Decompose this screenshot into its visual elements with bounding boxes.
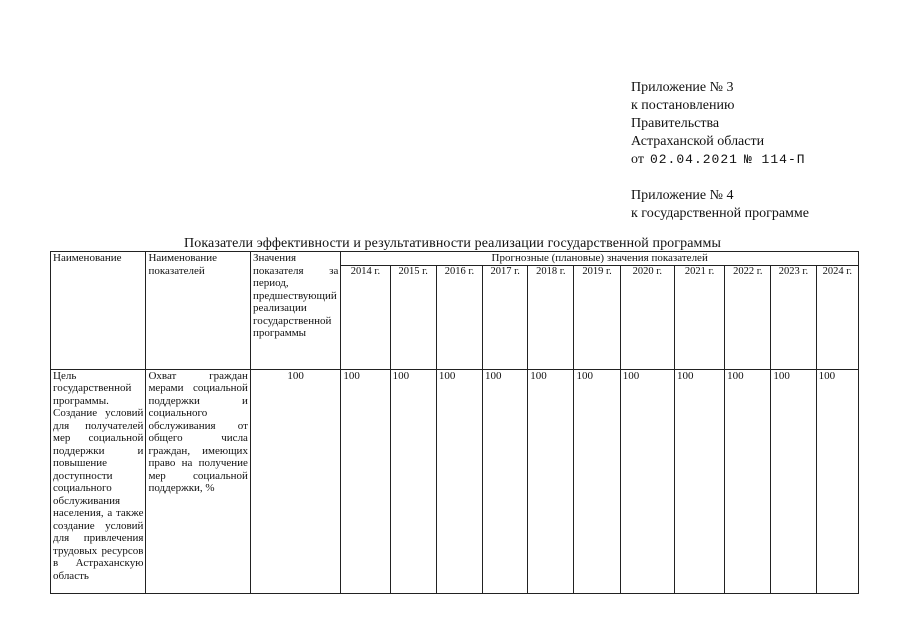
year-header: 2024 г.: [816, 265, 858, 369]
value-cell: 100: [574, 369, 620, 593]
year-header: 2022 г.: [725, 265, 771, 369]
program-appendix-ref: к государственной программе: [631, 206, 809, 221]
page-title: Показатели эффективности и результативности реализации государственной программы: [184, 236, 721, 251]
indicators-table: [50, 251, 859, 594]
value-cell: 100: [771, 369, 816, 593]
year-header: 2018 г.: [528, 265, 574, 369]
date-prefix: от: [631, 152, 644, 167]
year-header: 2015 г.: [390, 265, 436, 369]
value-cell: 100: [436, 369, 482, 593]
year-header: 2021 г.: [674, 265, 724, 369]
resolution-date: 02.04.2021: [649, 152, 738, 167]
year-header: 2016 г.: [436, 265, 482, 369]
value-cell: 100: [483, 369, 528, 593]
prev-value-cell: 100: [250, 369, 340, 593]
program-appendix-number: Приложение № 4: [631, 188, 734, 203]
value-cell: 100: [674, 369, 724, 593]
year-header: 2020 г.: [620, 265, 674, 369]
year-header: 2019 г.: [574, 265, 620, 369]
header-forecast: Прогнозные (плановые) значения показателей: [341, 252, 859, 266]
resolution-date-line: [631, 151, 809, 169]
value-cell: 100: [341, 369, 390, 593]
table-header-row: [51, 252, 859, 266]
value-cell: 100: [816, 369, 858, 593]
year-header: 2023 г.: [771, 265, 816, 369]
indicator-cell: Охват граждан мерами социальной поддержки и социального обслуживания от общего числа граждан, имеющих право на получение мер социальной поддержки, %: [146, 369, 251, 593]
value-cell: 100: [390, 369, 436, 593]
header-name: Наименование: [51, 252, 146, 370]
appendix-header: [631, 79, 809, 223]
resolution-number: № 114-П: [743, 152, 806, 167]
value-cell: 100: [620, 369, 674, 593]
appendix-ref-resolution: к постановлению: [631, 98, 735, 113]
header-indicator: Наименование показателей: [146, 252, 251, 370]
goal-cell: Цель государственной программы. Создание условий для получателей мер социальной поддержки и повышение доступности социального обслуживания населения, а также создание условий для привлечения трудовых ресурсов в Астраханскую область: [51, 369, 146, 593]
year-header: 2014 г.: [341, 265, 390, 369]
header-prev-value: Значения показателя за период, предшествующий реализации государственной программы: [250, 252, 340, 370]
value-cell: 100: [725, 369, 771, 593]
value-cell: 100: [528, 369, 574, 593]
appendix-ref-government: Правительства: [631, 116, 720, 131]
appendix-number: Приложение № 3: [631, 80, 734, 95]
appendix-ref-region: Астраханской области: [631, 134, 765, 149]
table-row: [51, 369, 859, 593]
year-header: 2017 г.: [483, 265, 528, 369]
